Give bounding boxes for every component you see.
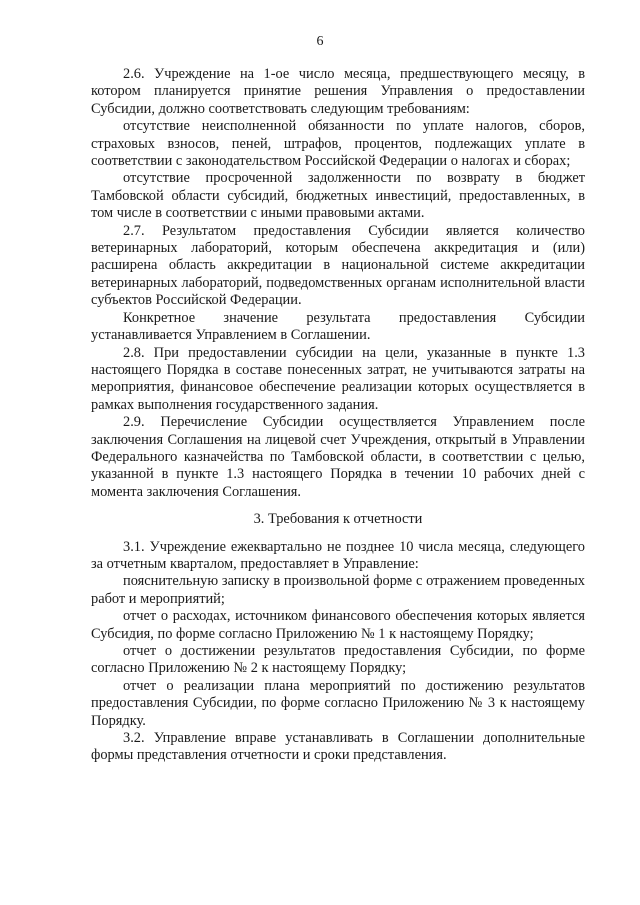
paragraph-2-7: 2.7. Результатом предоставления Субсидии является количество ветеринарных лабораторий, которым обеспечена аккредитация и (или) расширена область аккредитации в национальной системе аккредитации ветеринарных лабораторий, подведомственных органам исполнительной власти субъектов Российской Федерации. xyxy=(91,222,585,309)
paragraph-3-1-item-1: пояснительную записку в произвольной форме с отражением проведенных работ и мероприятий; xyxy=(91,573,585,607)
paragraph-3-1-item-3: отчет о достижении результатов предоставления Субсидии, по форме согласно Приложению № 2 к настоящему Порядку; xyxy=(91,643,585,677)
paragraph-2-7-value: Конкретное значение результата предоставления Субсидии устанавливается Управлением в Соглашении. xyxy=(91,309,585,344)
document-body xyxy=(91,66,585,765)
paragraph-2-8: 2.8. При предоставлении субсидии на цели, указанные в пункте 1.3 настоящего Порядка в составе понесенных затрат, не учитываются затраты на мероприятия, финансовое обеспечение реализации которых осуществляется в рамках выполнения государственного задания. xyxy=(91,344,585,413)
page-number: 6 xyxy=(316,34,324,49)
section-heading: 3. Требования к отчетности xyxy=(253,511,423,528)
paragraph-2-6-item-2: отсутствие просроченной задолженности по возврату в бюджет Тамбовской области субсидий, бюджетных инвестиций, предоставленных, в том числе в соответствии с иными правовыми актами. xyxy=(91,170,585,222)
paragraph-3-1-item-4: отчет о реализации плана мероприятий по достижению результатов предоставления Субсидии, по форме согласно Приложению № 3 к настоящему Порядку. xyxy=(91,677,585,729)
paragraph-2-6-item-1: отсутствие неисполненной обязанности по уплате налогов, сборов, страховых взносов, пеней, штрафов, процентов, подлежащих уплате в соответствии с законодательством Российской Федерации о налогах и сборах; xyxy=(91,118,585,170)
paragraph-2-9: 2.9. Перечисление Субсидии осуществляется Управлением после заключения Соглашения на лицевой счет Учреждения, открытый в Управлении Федерального казначейства по Тамбовской области, в соответствии с целью, указанной в пункте 1.3 настоящего Порядка в течении 10 рабочих дней с момента заключения Соглашения. xyxy=(91,414,585,500)
paragraph-3-2: 3.2. Управление вправе устанавливать в Соглашении дополнительные формы представления отчетности и сроки представления. xyxy=(91,730,585,764)
paragraph-3-1-item-2: отчет о расходах, источником финансового обеспечения которых является Субсидия, по форме согласно Приложению № 1 к настоящему Порядку; xyxy=(91,608,585,642)
paragraph-3-1: 3.1. Учреждение ежеквартально не позднее 10 числа месяца, следующего за отчетным кварталом, предоставляет в Управление: xyxy=(91,538,585,572)
paragraph-2-6: 2.6. Учреждение на 1-ое число месяца, предшествующего месяцу, в котором планируется принятие решения Управления о предоставлении Субсидии, должно соответствовать следующим требованиям: xyxy=(91,66,585,117)
